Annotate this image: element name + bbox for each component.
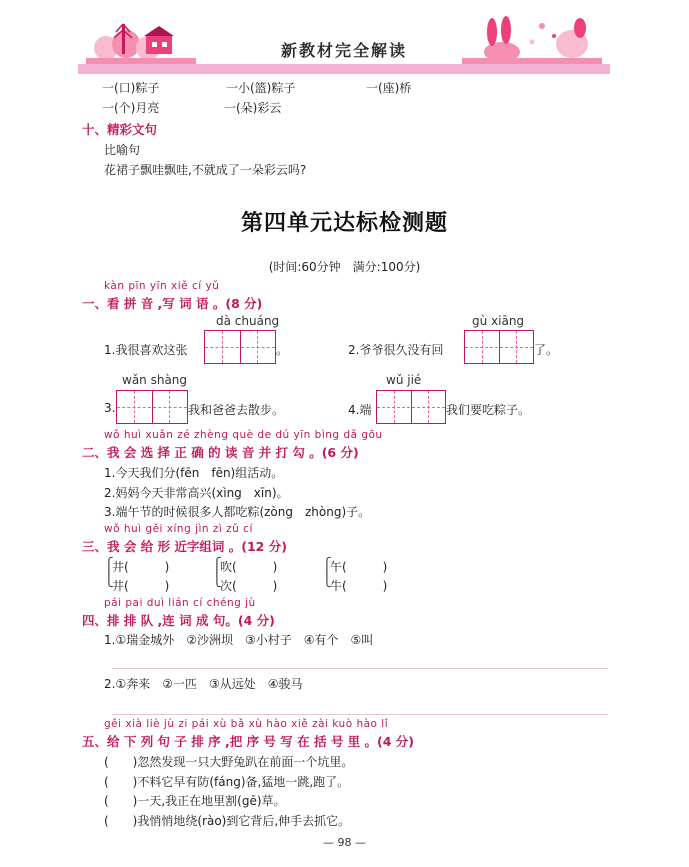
q1-item1-after: 。 [276,343,289,357]
q3-title: 三、我 会 给 形 近字组词 。(12 分) [82,539,287,554]
q3-brace-1: ⎧ [104,558,114,573]
section10-sentence: 花裙子飘哇飘哇,不就成了一朵彩云吗? [104,163,307,177]
q4-pinyin: pái pai duì lián cí chéng jù [104,597,256,609]
q1-item1-pinyin: dà chuáng [216,314,280,328]
q1-item1-before: 1.我很喜欢这张 [104,343,188,357]
q1-item3-grid[interactable] [116,390,188,424]
q2-item3: 3.端午节的时候很多人都吃粽(zòng zhòng)子。 [104,505,371,519]
q2-pinyin: wǒ huì xuǎn zé zhèng què de dú yīn bìng dǎ gōu [104,429,383,441]
page-number: — 98 — [323,836,366,849]
q4-title: 四、排 排 队 ,连 词 成 句。(4 分) [82,613,275,628]
section10-title: 十、精彩文句 [82,122,158,137]
q3-brace-2b: ⎩ [212,573,222,588]
q1-item3-after: 我和爸爸去散步。 [188,403,285,417]
top-line-2b: 一(朵)彩云 [224,101,282,115]
q3-pinyin: wǒ huì gěi xíng jìn zì zǔ cí [104,523,253,535]
q3-pair2-a: 吹( ) [220,560,278,574]
q3-brace-2: ⎧ [212,558,222,573]
q3-brace-3b: ⎩ [322,573,332,588]
q5-item1: ( )忽然发现一只大野兔趴在前面一个坑里。 [104,755,354,769]
header-title: 新教材完全解读 [280,41,407,60]
q2-title: 二、我 会 选 择 正 确 的 读 音 并 打 勾 。(6 分) [82,445,359,460]
top-line-1b: 一小(篮)粽子 [226,81,296,95]
q3-brace-1b: ⎩ [104,573,114,588]
q1-item2-pinyin: gù xiāng [472,314,525,328]
top-line-2a: 一(个)月亮 [102,101,160,115]
q1-item4-before: 4.端 [348,403,372,417]
q3-brace-3: ⎧ [322,558,332,573]
q3-pair1-a: 井( ) [112,560,170,574]
q3-pair2-b: 次( ) [220,579,278,593]
q1-item3-before: 3. [104,401,116,415]
q4-item2: 2.①奔来 ②一匹 ③从远处 ④骏马 [104,677,303,691]
header-banner [78,8,610,74]
header-band [78,64,610,74]
q3-pair3-a: 午( ) [330,560,388,574]
exam-subtitle: (时间:60分钟 满分:100分) [268,260,421,274]
q3-pair1-b: 井( ) [112,579,170,593]
q2-item1: 1.今天我们分(fēn fēn)组活动。 [104,466,284,480]
top-line-1a: 一(口)粽子 [102,81,160,95]
section10-label: 比喻句 [104,143,141,157]
q1-item4-grid[interactable] [376,390,446,424]
q1-item3-pinyin: wǎn shàng [122,373,188,387]
exam-title: 第四单元达标检测题 [240,210,448,236]
q5-item2: ( )不料它早有防(fáng)备,猛地一跳,跑了。 [104,775,350,789]
q5-item3: ( )一天,我正在地里割(gē)草。 [104,794,286,808]
q1-item1-grid[interactable] [204,330,276,364]
q1-item4-after: 我们要吃粽子。 [446,403,531,417]
q5-item4: ( )我悄悄地绕(rào)到它背后,伸手去抓它。 [104,814,351,828]
q5-pinyin: gěi xià liè jù zi pái xù bǎ xù hào xiě zài kuò hào lǐ [104,718,389,730]
q1-item2-after: 了。 [534,343,559,357]
q4-item1: 1.①瑞金城外 ②沙洲坝 ③小村子 ④有个 ⑤叫 [104,633,374,647]
q2-item2: 2.妈妈今天非常高兴(xìng xīn)。 [104,486,289,500]
q1-title: 一、看 拼 音 ,写 词 语 。(8 分) [82,296,263,311]
top-line-1c: 一(座)桥 [366,81,412,95]
q1-pinyin: kàn pīn yīn xiě cí yǔ [104,280,220,292]
q4-answer-line-1[interactable] [112,668,608,669]
q1-item2-before: 2.爷爷很久没有回 [348,343,444,357]
q3-pair3-b: 牛( ) [330,579,388,593]
q4-answer-line-2[interactable] [112,714,608,715]
q1-item4-pinyin: wǔ jié [386,373,422,387]
q1-item2-grid[interactable] [464,330,534,364]
q5-title: 五、给 下 列 句 子 排 序 ,把 序 号 写 在 括 号 里 。(4 分) [82,734,415,749]
